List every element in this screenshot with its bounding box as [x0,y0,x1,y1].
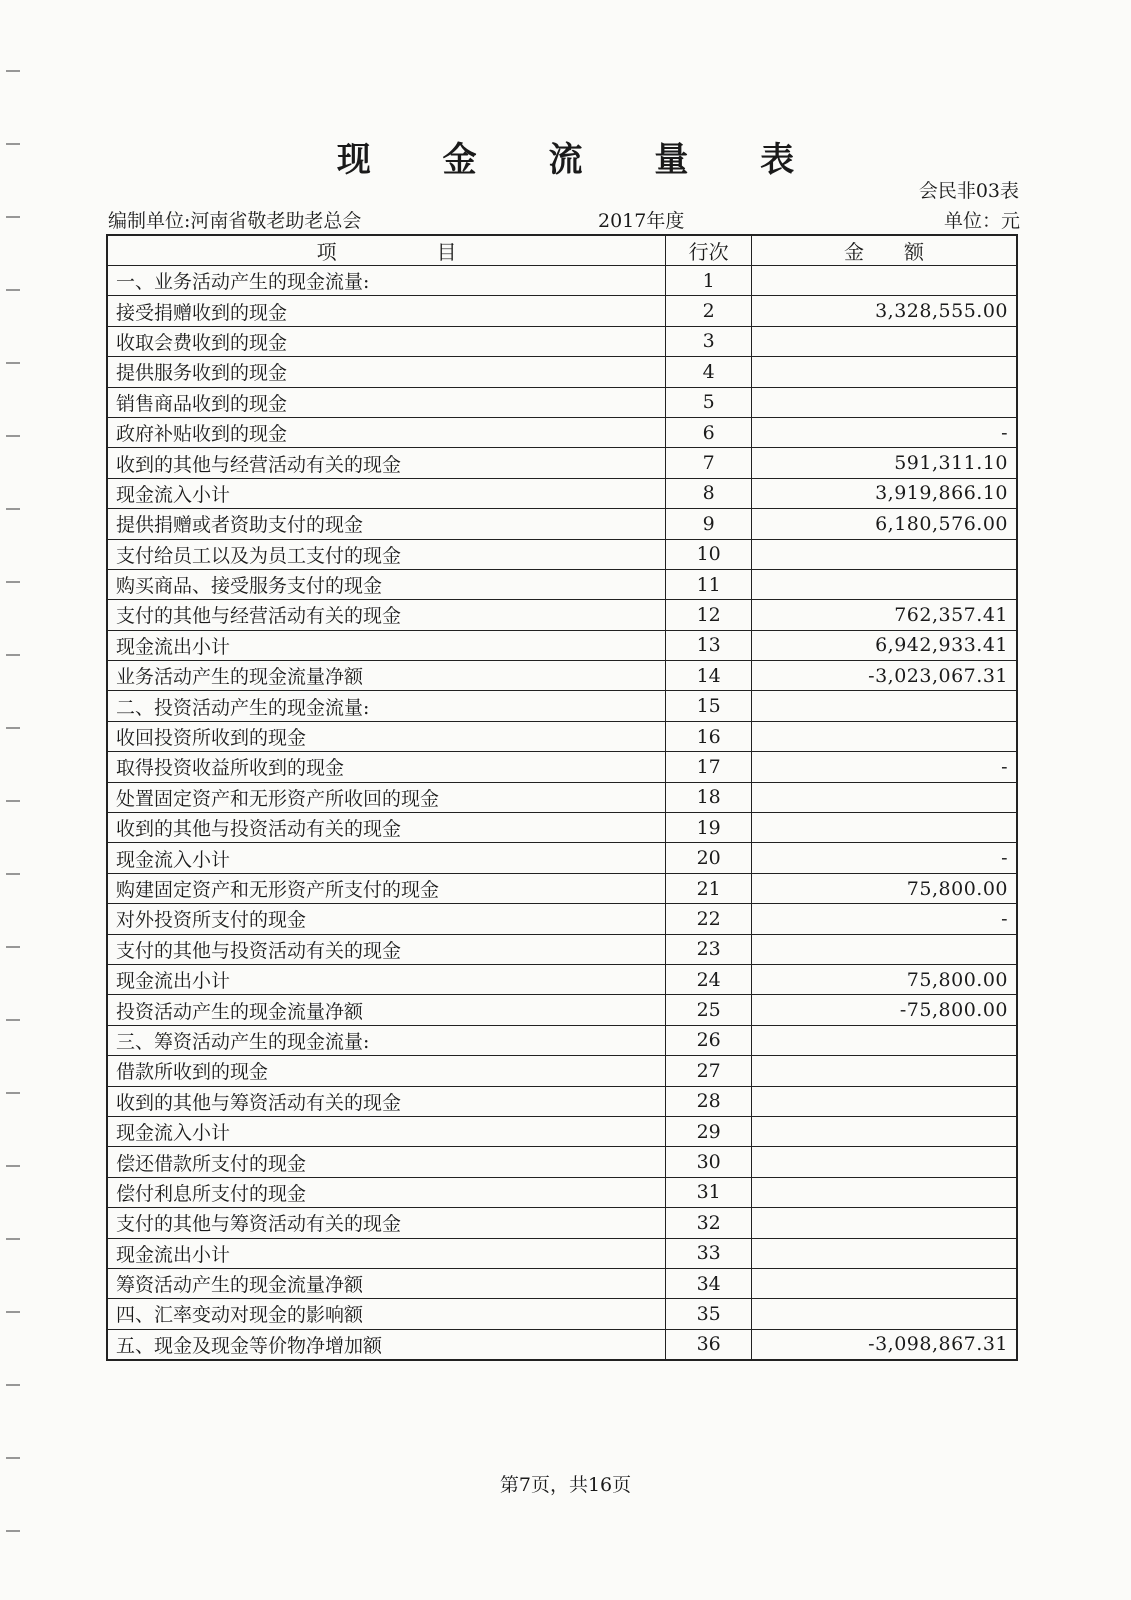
row-amount: 75,800.00 [752,964,1017,994]
row-line-number: 6 [666,417,752,447]
binding-mark [6,1457,20,1459]
row-label: 购买商品、接受服务支付的现金 [107,569,666,599]
row-amount [752,357,1017,387]
table-row [107,1208,1017,1238]
table-row [107,448,1017,478]
binding-mark [6,70,20,72]
row-label: 一、业务活动产生的现金流量: [107,266,666,296]
binding-mark [6,1530,20,1532]
report-year: 2017年度 [598,210,685,232]
binding-mark [6,946,20,948]
row-label: 收到的其他与投资活动有关的现金 [107,813,666,843]
table-row [107,266,1017,296]
row-line-number: 5 [666,387,752,417]
binding-mark [6,1311,20,1313]
table-row [107,904,1017,934]
form-code: 会民非03表 [918,180,1019,202]
row-amount [752,1056,1017,1086]
row-amount: 3,328,555.00 [752,296,1017,326]
row-label: 处置固定资产和无形资产所收回的现金 [107,782,666,812]
row-amount: - [752,843,1017,873]
row-amount [752,1025,1017,1055]
table-row [107,1025,1017,1055]
row-line-number: 35 [666,1299,752,1329]
row-line-number: 13 [666,630,752,660]
table-row [107,813,1017,843]
row-label: 投资活动产生的现金流量净额 [107,995,666,1025]
row-label: 销售商品收到的现金 [107,387,666,417]
header-line: 行次 [666,235,752,266]
table-row [107,357,1017,387]
table-row [107,478,1017,508]
row-amount: 3,919,866.10 [752,478,1017,508]
row-label: 偿还借款所支付的现金 [107,1147,666,1177]
row-label: 业务活动产生的现金流量净额 [107,661,666,691]
row-line-number: 31 [666,1177,752,1207]
row-line-number: 9 [666,509,752,539]
row-line-number: 22 [666,904,752,934]
row-line-number: 16 [666,721,752,751]
row-label: 借款所收到的现金 [107,1056,666,1086]
binding-mark [6,435,20,437]
row-line-number: 30 [666,1147,752,1177]
header-item: 项 目 [107,235,666,266]
table-row [107,1116,1017,1146]
binding-mark [6,1092,20,1094]
page-number: 第7页，共16页 [499,1474,632,1496]
table-row [107,539,1017,569]
row-amount: 75,800.00 [752,873,1017,903]
table-row [107,630,1017,660]
row-label: 收到的其他与筹资活动有关的现金 [107,1086,666,1116]
table-row [107,782,1017,812]
row-label: 筹资活动产生的现金流量净额 [107,1268,666,1298]
table-row [107,387,1017,417]
row-amount [752,691,1017,721]
row-amount [752,1116,1017,1146]
row-label: 现金流入小计 [107,478,666,508]
row-label: 收到的其他与经营活动有关的现金 [107,448,666,478]
binding-mark [6,362,20,364]
row-amount [752,1238,1017,1268]
table-row [107,873,1017,903]
table-row [107,1086,1017,1116]
row-label: 政府补贴收到的现金 [107,417,666,447]
row-line-number: 24 [666,964,752,994]
table-row [107,1177,1017,1207]
row-line-number: 20 [666,843,752,873]
row-amount: 762,357.41 [752,600,1017,630]
row-label: 偿付利息所支付的现金 [107,1177,666,1207]
row-line-number: 7 [666,448,752,478]
row-amount: -3,023,067.31 [752,661,1017,691]
binding-mark [6,1238,20,1240]
row-amount [752,539,1017,569]
row-label: 支付的其他与筹资活动有关的现金 [107,1208,666,1238]
row-line-number: 8 [666,478,752,508]
row-line-number: 3 [666,326,752,356]
row-amount [752,1086,1017,1116]
row-line-number: 25 [666,995,752,1025]
row-label: 五、现金及现金等价物净增加额 [107,1329,666,1359]
table-row [107,417,1017,447]
row-line-number: 17 [666,752,752,782]
table-row [107,569,1017,599]
binding-mark [6,654,20,656]
row-label: 提供服务收到的现金 [107,357,666,387]
table-row [107,995,1017,1025]
row-label: 三、筹资活动产生的现金流量: [107,1025,666,1055]
binding-mark [6,289,20,291]
row-amount [752,934,1017,964]
binding-marks [6,70,26,1550]
table-row [107,509,1017,539]
row-label: 对外投资所支付的现金 [107,904,666,934]
table-row [107,752,1017,782]
row-line-number: 36 [666,1329,752,1359]
row-amount: -75,800.00 [752,995,1017,1025]
table-row [107,843,1017,873]
row-amount: 6,942,933.41 [752,630,1017,660]
row-label: 收取会费收到的现金 [107,326,666,356]
row-label: 现金流入小计 [107,843,666,873]
row-label: 现金流出小计 [107,1238,666,1268]
table-row [107,721,1017,751]
row-label: 提供捐赠或者资助支付的现金 [107,509,666,539]
row-amount: 6,180,576.00 [752,509,1017,539]
table-header-row [107,235,1017,266]
table-row [107,964,1017,994]
table-row [107,661,1017,691]
header-amount: 金 额 [752,235,1017,266]
binding-mark [6,727,20,729]
row-label: 四、汇率变动对现金的影响额 [107,1299,666,1329]
binding-mark [6,1384,20,1386]
row-line-number: 34 [666,1268,752,1298]
binding-mark [6,508,20,510]
row-amount: -3,098,867.31 [752,1329,1017,1359]
row-line-number: 4 [666,357,752,387]
table-row [107,1056,1017,1086]
row-amount [752,1147,1017,1177]
row-amount [752,569,1017,599]
binding-mark [6,1019,20,1021]
row-label: 支付给员工以及为员工支付的现金 [107,539,666,569]
report-meta [108,206,1020,232]
row-line-number: 12 [666,600,752,630]
binding-mark [6,581,20,583]
binding-mark [6,873,20,875]
binding-mark [6,800,20,802]
row-label: 购建固定资产和无形资产所支付的现金 [107,873,666,903]
row-label: 现金流出小计 [107,964,666,994]
row-label: 取得投资收益所收到的现金 [107,752,666,782]
row-line-number: 14 [666,661,752,691]
row-line-number: 23 [666,934,752,964]
row-amount: - [752,904,1017,934]
currency-unit: 单位：元 [943,210,1020,232]
page-title: 现 金 流 量 表 [336,140,825,180]
table-row [107,1147,1017,1177]
row-line-number: 33 [666,1238,752,1268]
table-row [107,600,1017,630]
table-row [107,1299,1017,1329]
row-label: 支付的其他与经营活动有关的现金 [107,600,666,630]
row-line-number: 21 [666,873,752,903]
row-label: 现金流入小计 [107,1116,666,1146]
row-line-number: 28 [666,1086,752,1116]
table-row [107,296,1017,326]
row-amount [752,1208,1017,1238]
row-amount [752,721,1017,751]
table-row [107,1268,1017,1298]
table-row [107,1329,1017,1359]
row-line-number: 27 [666,1056,752,1086]
row-line-number: 29 [666,1116,752,1146]
row-label: 收回投资所收到的现金 [107,721,666,751]
row-line-number: 32 [666,1208,752,1238]
row-amount: - [752,417,1017,447]
row-amount [752,1177,1017,1207]
row-label: 二、投资活动产生的现金流量: [107,691,666,721]
row-line-number: 2 [666,296,752,326]
binding-mark [6,216,20,218]
row-amount [752,266,1017,296]
row-label: 现金流出小计 [107,630,666,660]
row-line-number: 26 [666,1025,752,1055]
row-amount [752,387,1017,417]
table-row [107,1238,1017,1268]
row-amount [752,326,1017,356]
row-line-number: 18 [666,782,752,812]
binding-mark [6,1165,20,1167]
row-amount [752,813,1017,843]
table-row [107,934,1017,964]
row-line-number: 11 [666,569,752,599]
row-amount [752,1268,1017,1298]
row-line-number: 15 [666,691,752,721]
preparing-unit: 编制单位:河南省敬老助老总会 [108,210,362,232]
row-amount [752,782,1017,812]
row-amount [752,1299,1017,1329]
row-amount: 591,311.10 [752,448,1017,478]
cash-flow-table [106,234,1018,1361]
row-label: 支付的其他与投资活动有关的现金 [107,934,666,964]
row-label: 接受捐赠收到的现金 [107,296,666,326]
table-row [107,691,1017,721]
row-line-number: 19 [666,813,752,843]
table-row [107,326,1017,356]
row-line-number: 10 [666,539,752,569]
row-line-number: 1 [666,266,752,296]
row-amount: - [752,752,1017,782]
